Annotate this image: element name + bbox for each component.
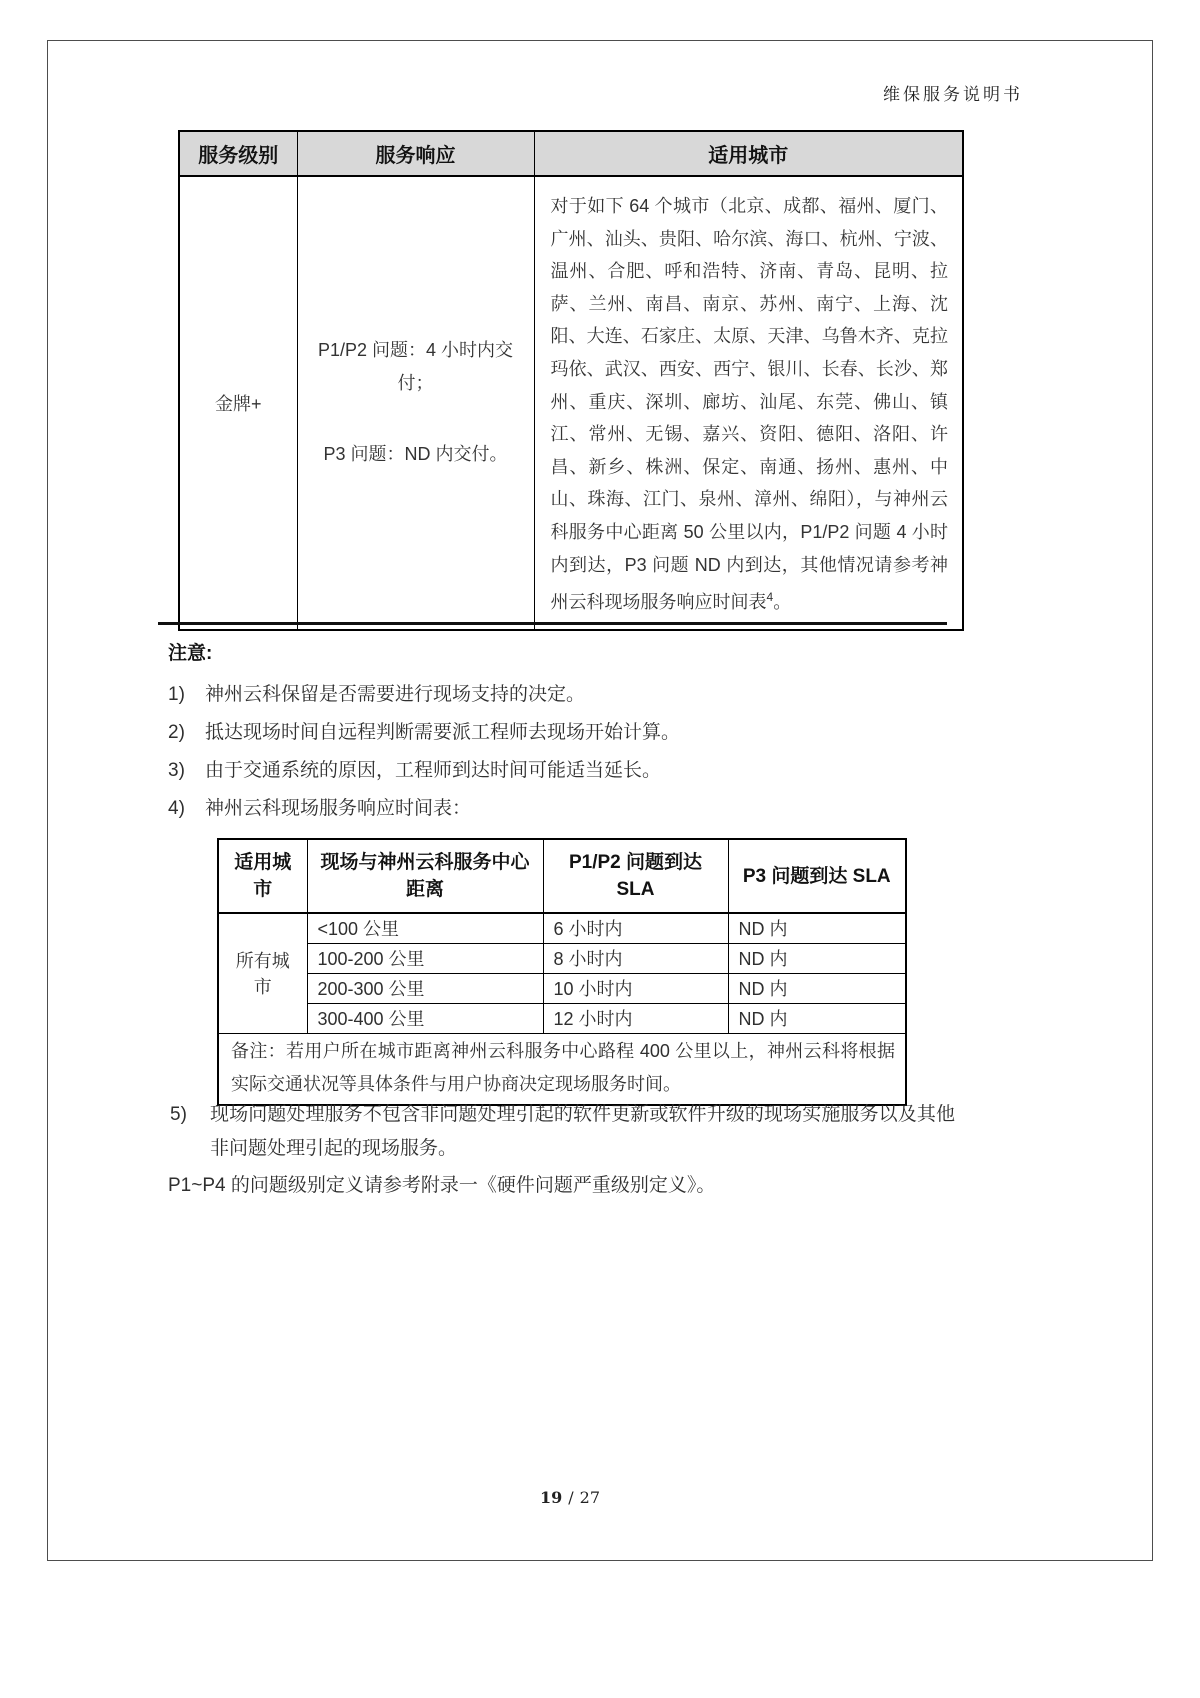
p3-sla-cell: ND 内 — [728, 1003, 906, 1033]
table-header-row — [218, 839, 906, 913]
note-number: 1) — [168, 684, 185, 705]
distance-cell: 100-200 公里 — [307, 943, 543, 973]
notes-section — [168, 642, 998, 835]
header-p1p2-sla: P1/P2 问题到达 SLA — [543, 839, 728, 913]
cities-text: 对于如下 64 个城市（北京、成都、福州、厦门、广州、汕头、贵阳、哈尔滨、海口、杭州、宁波、温州、合肥、呼和浩特、济南、青岛、昆明、拉萨、兰州、南昌、南京、苏州、南宁、上海、沈阳、大连、石家庄、太原、天津、乌鲁木齐、克拉玛依、武汉、西安、西宁、银川、长春、长沙、郑州、重庆、深圳、廊坊、汕尾、东莞、佛山、镇江、常州、无锡、嘉兴、资阳、德阳、洛阳、许昌、新乡、株洲、保定、南通、扬州、惠州、中山、珠海、江门、泉州、漳州、绵阳），与神州云科服务中心距离 50 公里以内，P1/P2 问题 4 小时内到达，P3 问题 ND 内到达，其他情况请参考神州云科现场服务响应时间表 — [550, 196, 948, 613]
p1p2-sla-cell: 10 小时内 — [543, 973, 728, 1003]
table-row — [218, 943, 906, 973]
p1p2-sla-cell: 8 小时内 — [543, 943, 728, 973]
closing-reference-line: P1~P4 的问题级别定义请参考附录一《硬件问题严重级别定义》。 — [168, 1175, 716, 1196]
note-text: 抵达现场时间自远程判断需要派工程师去现场开始计算。 — [205, 722, 681, 743]
service-level-table — [178, 130, 964, 631]
service-level-cell: 金牌+ — [179, 176, 297, 630]
table-header-row — [179, 131, 963, 176]
notes-title: 注意: — [168, 643, 213, 664]
table-note-cell: 备注：若用户所在城市距离神州云科服务中心路程 400 公里以上，神州云科将根据实际交通状况等具体条件与用户协商决定现场服务时间。 — [218, 1033, 906, 1105]
p1p2-sla-cell: 6 小时内 — [543, 913, 728, 943]
header-distance: 现场与神州云科服务中心距离 — [307, 839, 543, 913]
note-number: 5) — [170, 1104, 187, 1125]
section-divider-rule — [158, 622, 947, 625]
distance-cell: 300-400 公里 — [307, 1003, 543, 1033]
table-row — [218, 913, 906, 943]
p1p2-sla-cell: 12 小时内 — [543, 1003, 728, 1033]
note-text: 神州云科保留是否需要进行现场支持的决定。 — [205, 684, 586, 705]
response-p3: P3 问题：ND 内交付。 — [323, 444, 508, 465]
footnote-ref-4: 4 — [766, 590, 774, 605]
cities-period: 。 — [773, 592, 792, 613]
header-service-response: 服务响应 — [297, 131, 534, 176]
note-item-5 — [170, 1098, 990, 1166]
header-service-level: 服务级别 — [179, 131, 297, 176]
page-total: 27 — [579, 1488, 600, 1507]
note-number: 2) — [168, 722, 185, 743]
header-p3-sla: P3 问题到达 SLA — [728, 839, 906, 913]
table-row — [218, 1003, 906, 1033]
note-number: 4) — [168, 798, 185, 819]
note-item-2 — [168, 721, 998, 744]
note-text: 神州云科现场服务响应时间表： — [205, 798, 472, 819]
table-row — [179, 176, 963, 630]
header-applicable-cities: 适用城市 — [534, 131, 963, 176]
p3-sla-cell: ND 内 — [728, 913, 906, 943]
service-response-cell — [297, 176, 534, 630]
page-separator: / — [568, 1488, 574, 1507]
response-p1p2: P1/P2 问题：4 小时内交付； — [317, 340, 514, 394]
note-text: 现场问题处理服务不包含非问题处理引起的软件更新或软件升级的现场实施服务以及其他非问题处理引起的现场服务。 — [210, 1104, 955, 1159]
note-text: 由于交通系统的原因，工程师到达时间可能适当延长。 — [205, 760, 662, 781]
header-applicable-cities: 适用城市 — [218, 839, 307, 913]
note-item-4 — [168, 797, 998, 820]
table-note-row — [218, 1033, 906, 1105]
distance-cell: <100 公里 — [307, 913, 543, 943]
note-item-3 — [168, 759, 998, 782]
distance-cell: 200-300 公里 — [307, 973, 543, 1003]
page-footer — [0, 1488, 1140, 1507]
document-header-title: 维保服务说明书 — [883, 85, 1023, 105]
onsite-response-time-table — [217, 838, 907, 1106]
city-scope-cell: 所有城市 — [218, 913, 307, 1033]
p3-sla-cell: ND 内 — [728, 973, 906, 1003]
table-row — [218, 973, 906, 1003]
note-number: 3) — [168, 760, 185, 781]
p3-sla-cell: ND 内 — [728, 943, 906, 973]
page-number: 19 — [539, 1488, 563, 1507]
note-item-1 — [168, 683, 998, 706]
applicable-cities-cell — [534, 176, 963, 630]
